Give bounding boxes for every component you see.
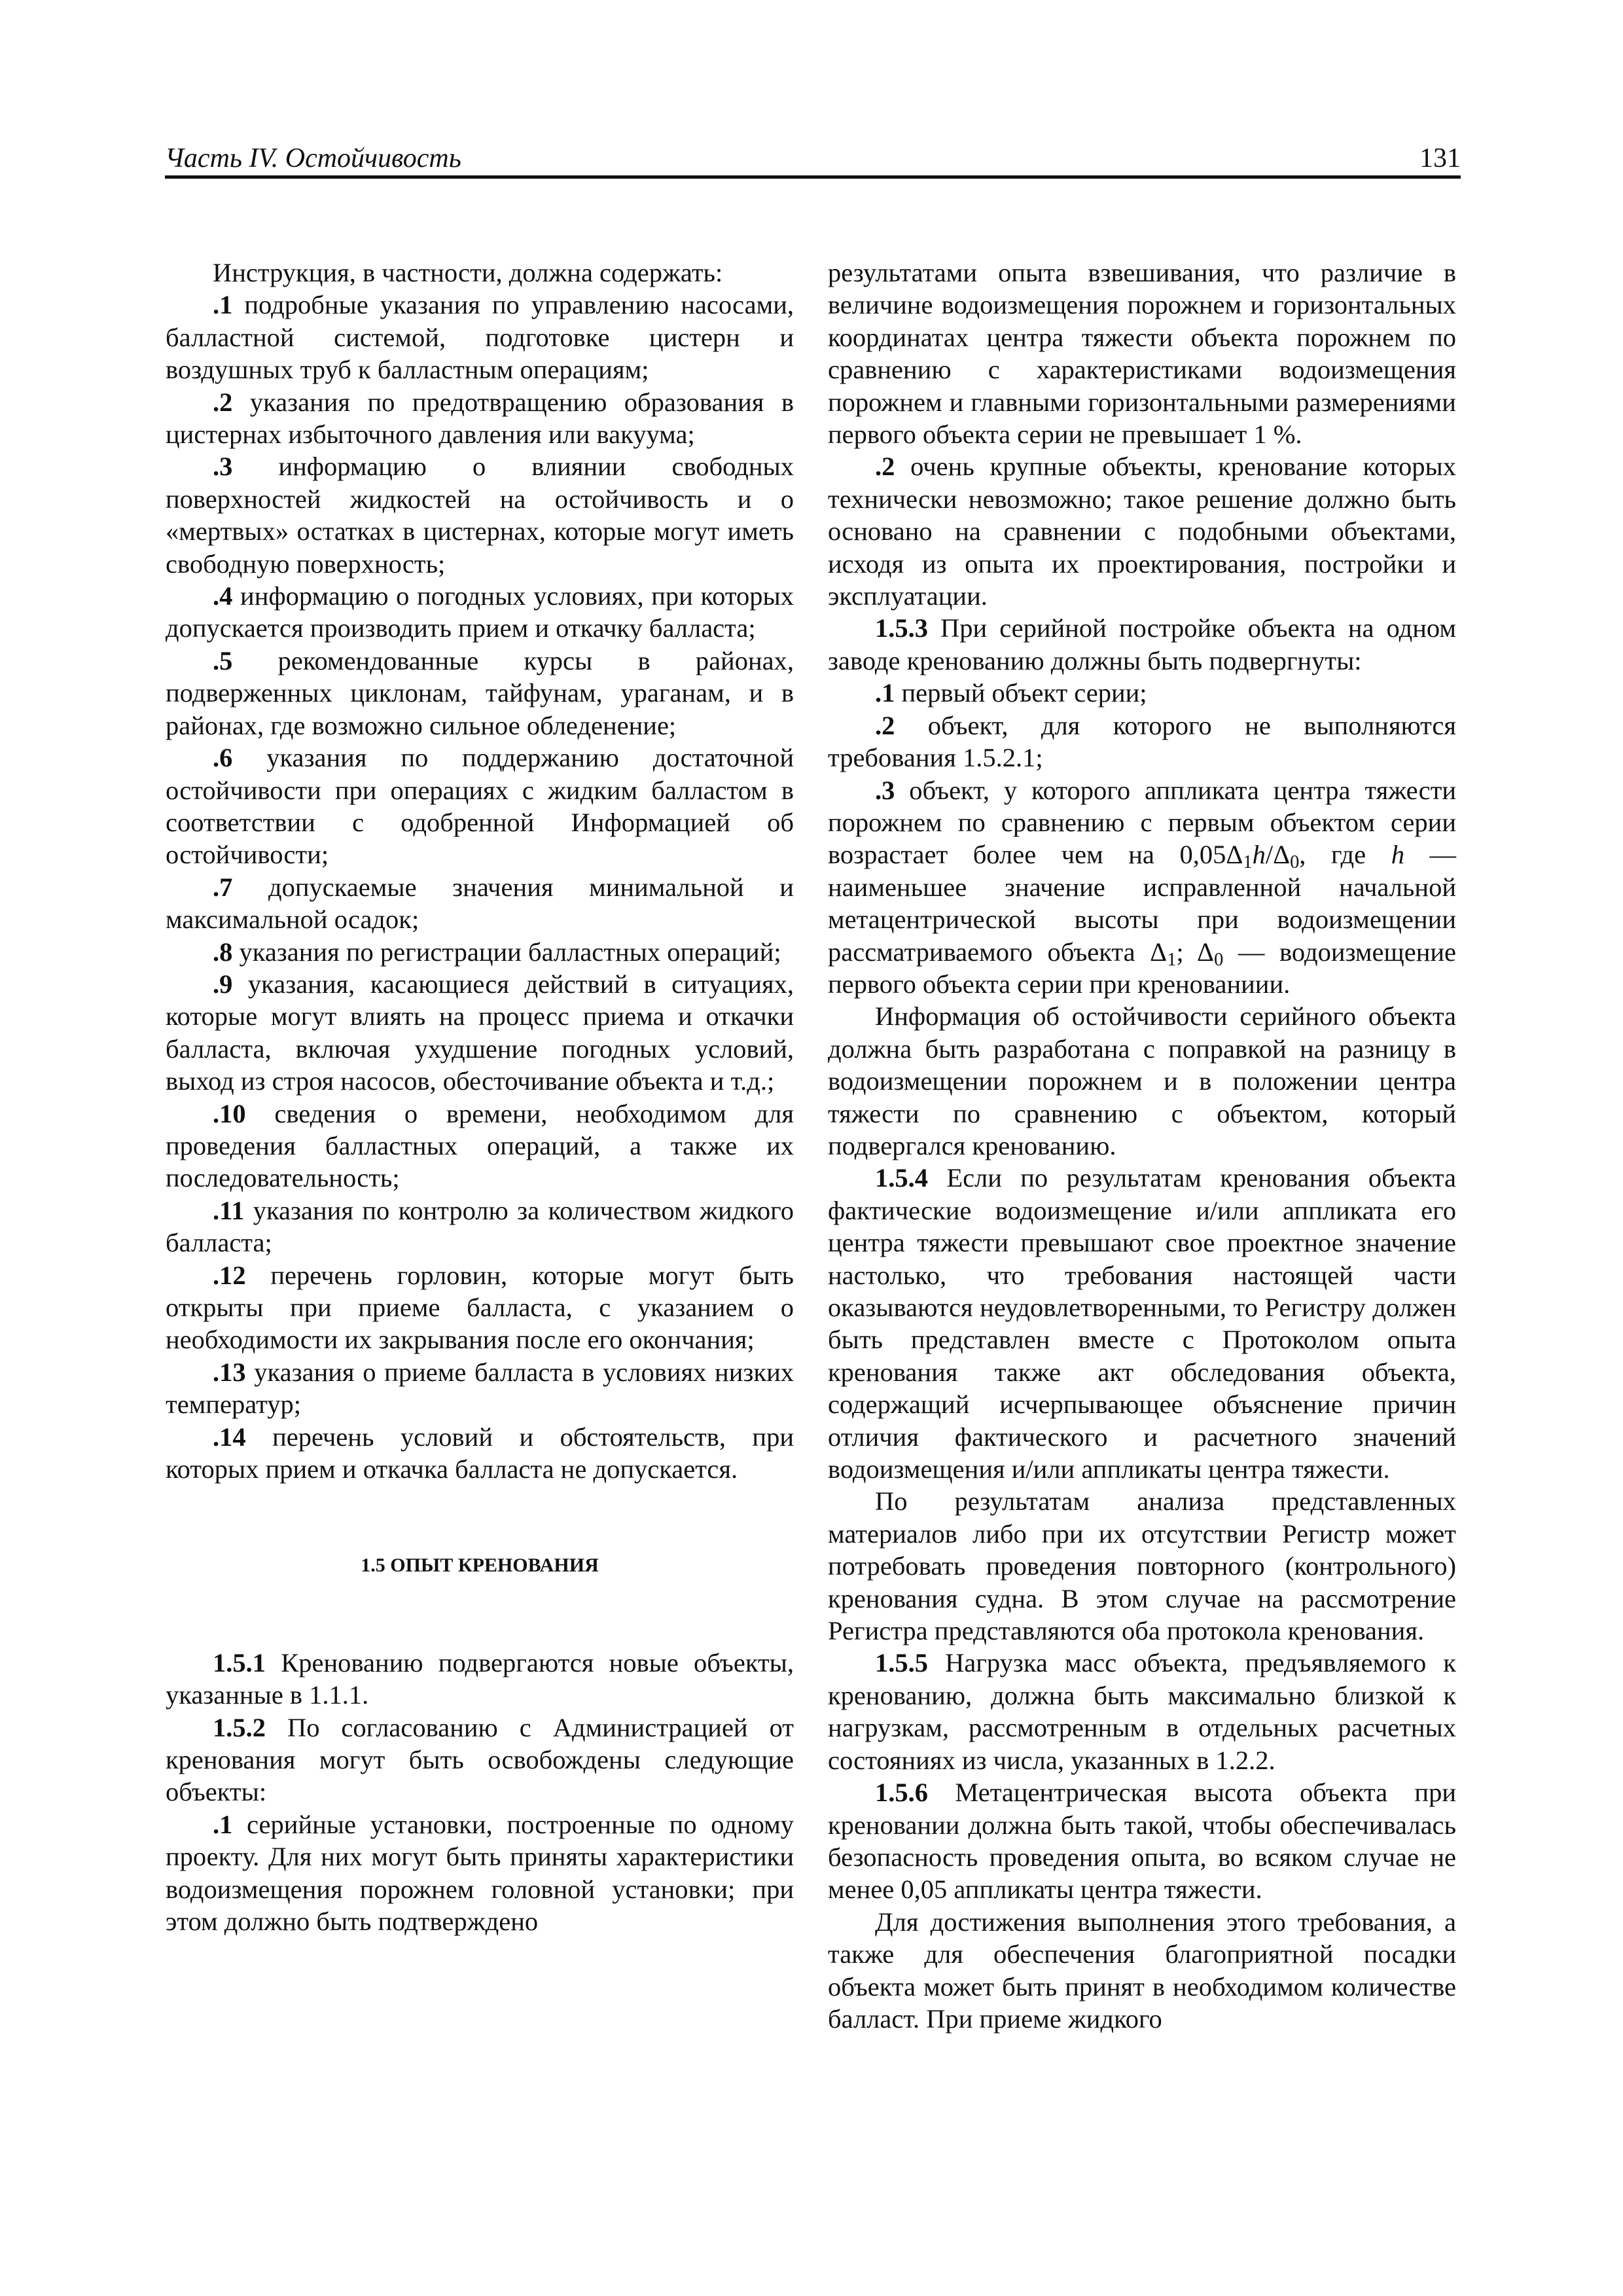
clause-number: 1.5.6	[875, 1778, 928, 1808]
clause-text: Нагрузка масс объекта, предъявляемого к кренованию, должна быть максимально близкой к нагрузкам, рассмотренным в отдельных расчетных состояниях из числа, указанных в 1.2.2.	[828, 1648, 1456, 1775]
running-title: Часть IV. Остойчивость	[165, 143, 461, 173]
item-number: .8	[213, 937, 233, 967]
item-text: подробные указания по управлению насосами, балластной системой, подготовке цистерн и воздушных труб к балластным операциям;	[166, 290, 794, 385]
item-text: допускаемые значения минимальной и максимальной осадок;	[166, 872, 794, 935]
list-item	[166, 742, 794, 871]
item-number: .2	[875, 710, 895, 740]
subscript: 0	[1290, 852, 1300, 873]
clause-1-5-3-3	[828, 774, 1456, 1001]
formula-text: /Δ	[1265, 840, 1291, 870]
item-text: указания, касающиеся действий в ситуациях, которые могут влиять на процесс приема и откачки балласта, включая ухудшение погодных условий, выход из строя насосов, обесточивание объекта и т.д.;	[166, 969, 794, 1096]
variable-h: h	[1391, 840, 1404, 870]
item-number: .4	[213, 581, 233, 611]
page-number: 131	[1419, 143, 1461, 173]
header-rule	[165, 175, 1461, 179]
clause-text: Кренованию подвергаются новые объекты, указанные в 1.1.1.	[166, 1647, 794, 1710]
page-header	[165, 143, 1461, 179]
item-text: информацию о влиянии свободных поверхностей жидкостей на остойчивость и о «мертвых» остатках в цистернах, которые могут иметь свободную поверхность;	[166, 452, 794, 579]
item-text: очень крупные объекты, кренование которых технически невозможно; такое решение должно быть основано на сравнении с подобными объектами, исходя из опыта их проектирования, постройки и эксплуатации.	[828, 452, 1456, 611]
item-text: указания по поддержанию достаточной остойчивости при операциях с жидким балластом в соответствии с одобренной Информацией об остойчивости;	[166, 743, 794, 870]
item-text: серийные установки, построенные по одному проекту. Для них могут быть приняты характеристики водоизмещения порожнем головной установки; при этом должно быть подтверждено	[166, 1809, 794, 1937]
item-number: .13	[213, 1357, 246, 1387]
clause-1-5-1	[166, 1647, 794, 1712]
clause-1-5-3-1	[828, 677, 1456, 709]
info-paragraph: Информация об остойчивости серийного объекта должна быть разработана с поправкой на разницу в водоизмещении порожнем и в положении центра тяжести по сравнению с объектом, который подвергался кренованию.	[828, 1001, 1456, 1160]
clause-1-5-6	[828, 1776, 1456, 1906]
item-number: .6	[213, 743, 233, 773]
list-item	[166, 386, 794, 451]
item-number: .1	[213, 290, 233, 320]
clause-text: По согласованию с Администрацией от кренования могут быть освобождены следующие объекты:	[166, 1712, 794, 1807]
clause-1-5-4	[828, 1162, 1456, 1485]
clause-number: 1.5.5	[875, 1648, 928, 1678]
item-number: .7	[213, 872, 233, 902]
item-text: сведения о времени, необходимом для проведения балластных операций, а также их последовательность;	[166, 1098, 794, 1193]
item-text: указания по предотвращению образования в цистернах избыточного давления или вакуума;	[166, 387, 794, 450]
item-number: .9	[213, 969, 233, 999]
list-item	[166, 1098, 794, 1194]
left-column	[166, 257, 794, 1938]
item-number: .11	[213, 1195, 245, 1225]
item-text: указания о приеме балласта в условиях низких температур;	[166, 1357, 794, 1420]
list-item	[166, 1356, 794, 1421]
item-number: .14	[213, 1422, 246, 1452]
item-text: первый объект серии;	[895, 678, 1147, 708]
item-text: перечень горловин, которые могут быть открыты при приеме балласта, с указанием о необходимости их закрывания после его окончания;	[166, 1260, 794, 1355]
formula-text: объект, у которого аппликата центра тяжести порожнем по сравнению с первым объектом серии возрастает более чем на 0,05Δ	[828, 775, 1456, 870]
variable-h: h	[1252, 840, 1266, 870]
clause-1-5-2	[166, 1712, 794, 1808]
item-number: .2	[875, 452, 895, 482]
list-item	[166, 968, 794, 1098]
analysis-paragraph: По результатам анализа представленных материалов либо при их отсутствии Регистр может потребовать проведения повторного (контрольного) кренования судна. В этом случае на рассмотрение Регистра представляются оба протокола кренования.	[828, 1486, 1456, 1646]
clause-1-5-5	[828, 1647, 1456, 1776]
list-item	[166, 580, 794, 645]
clause-1-5-2-2	[828, 450, 1456, 612]
list-item	[166, 936, 794, 968]
clause-1-5-3-2	[828, 709, 1456, 774]
final-paragraph: Для достижения выполнения этого требования, а также для обеспечения благоприятной посадки объекта может быть принят в необходимом количестве балласт. При приеме жидкого	[828, 1907, 1456, 2034]
list-item	[166, 871, 794, 936]
item-number: .3	[213, 452, 233, 482]
clause-number: 1.5.3	[875, 613, 928, 643]
formula-text: , где	[1299, 840, 1391, 870]
item-number: .10	[213, 1098, 246, 1128]
instruction-intro: Инструкция, в частности, должна содержать:	[213, 258, 723, 287]
formula-text: ; Δ	[1176, 937, 1215, 967]
item-number: .5	[213, 645, 233, 675]
right-column	[828, 257, 1456, 2035]
clause-number: 1.5.1	[213, 1647, 266, 1677]
item-text: перечень условий и обстоятельств, при которых прием и откачка балласта не допускается.	[166, 1422, 794, 1484]
item-text: указания по контролю за количеством жидкого балласта;	[166, 1195, 794, 1258]
item-text: рекомендованные курсы в районах, подверженных циклонам, тайфунам, ураганам, и в районах, где возможно сильное обледенение;	[166, 645, 794, 740]
clause-1-5-2-1	[166, 1808, 794, 1938]
item-number: .2	[213, 387, 233, 417]
subscript: 0	[1214, 949, 1224, 970]
list-item	[166, 450, 794, 580]
list-item	[166, 1259, 794, 1356]
item-number: .12	[213, 1260, 246, 1290]
subscript: 1	[1167, 949, 1177, 970]
item-number: .3	[875, 775, 895, 805]
clause-text: При серийной постройке объекта на одном заводе кренованию должны быть подвергнуты:	[828, 613, 1456, 675]
formula-text: — наименьшее значение исправленной начальной метацентрической высоты при водоизмещении рассматриваемого объекта Δ	[828, 840, 1457, 967]
item-number: .1	[875, 678, 895, 708]
list-item	[166, 1194, 794, 1259]
list-item	[166, 1421, 794, 1486]
item-text: объект, для которого не выполняются требования 1.5.2.1;	[828, 710, 1456, 773]
item-number: .1	[213, 1809, 233, 1839]
clause-number: 1.5.4	[875, 1163, 928, 1193]
formula-text: — водоизмещение первого объекта серии при кренованиии.	[828, 937, 1457, 999]
item-text: указания по регистрации балластных операций;	[232, 937, 781, 967]
continuation-paragraph: результатами опыта взвешивания, что различие в величине водоизмещения порожнем и горизонтальных координатах центра тяжести объекта порожнем по сравнению с характеристиками водоизмещения порожнем и главными горизонтальными размерениями первого объекта серии не превышает 1 %.	[828, 258, 1456, 450]
clause-number: 1.5.2	[213, 1712, 266, 1742]
clause-1-5-3	[828, 612, 1456, 677]
clause-text: Метацентрическая высота объекта при креновании должна быть такой, чтобы обеспечивалась безопасность проведения опыта, во всяком случае не менее 0,05 аппликаты центра тяжести.	[828, 1778, 1456, 1905]
clause-text: Если по результатам кренования объекта фактические водоизмещение и/или аппликата его центра тяжести превышают свое проектное значение настолько, что требования настоящей части оказываются неудовлетворенными, то Регистру должен быть представлен вместе с Протоколом опыта кренования также акт обследования объекта, содержащий исчерпывающее объяснение причин отличия фактического и расчетного значений водоизмещения и/или аппликаты центра тяжести.	[828, 1163, 1456, 1484]
list-item	[166, 645, 794, 742]
item-text: информацию о погодных условиях, при которых допускается производить прием и откачку балласта;	[166, 581, 794, 643]
section-heading: 1.5 ОПЫТ КРЕНОВАНИЯ	[361, 1554, 599, 1577]
subscript: 1	[1243, 852, 1253, 873]
list-item	[166, 289, 794, 386]
